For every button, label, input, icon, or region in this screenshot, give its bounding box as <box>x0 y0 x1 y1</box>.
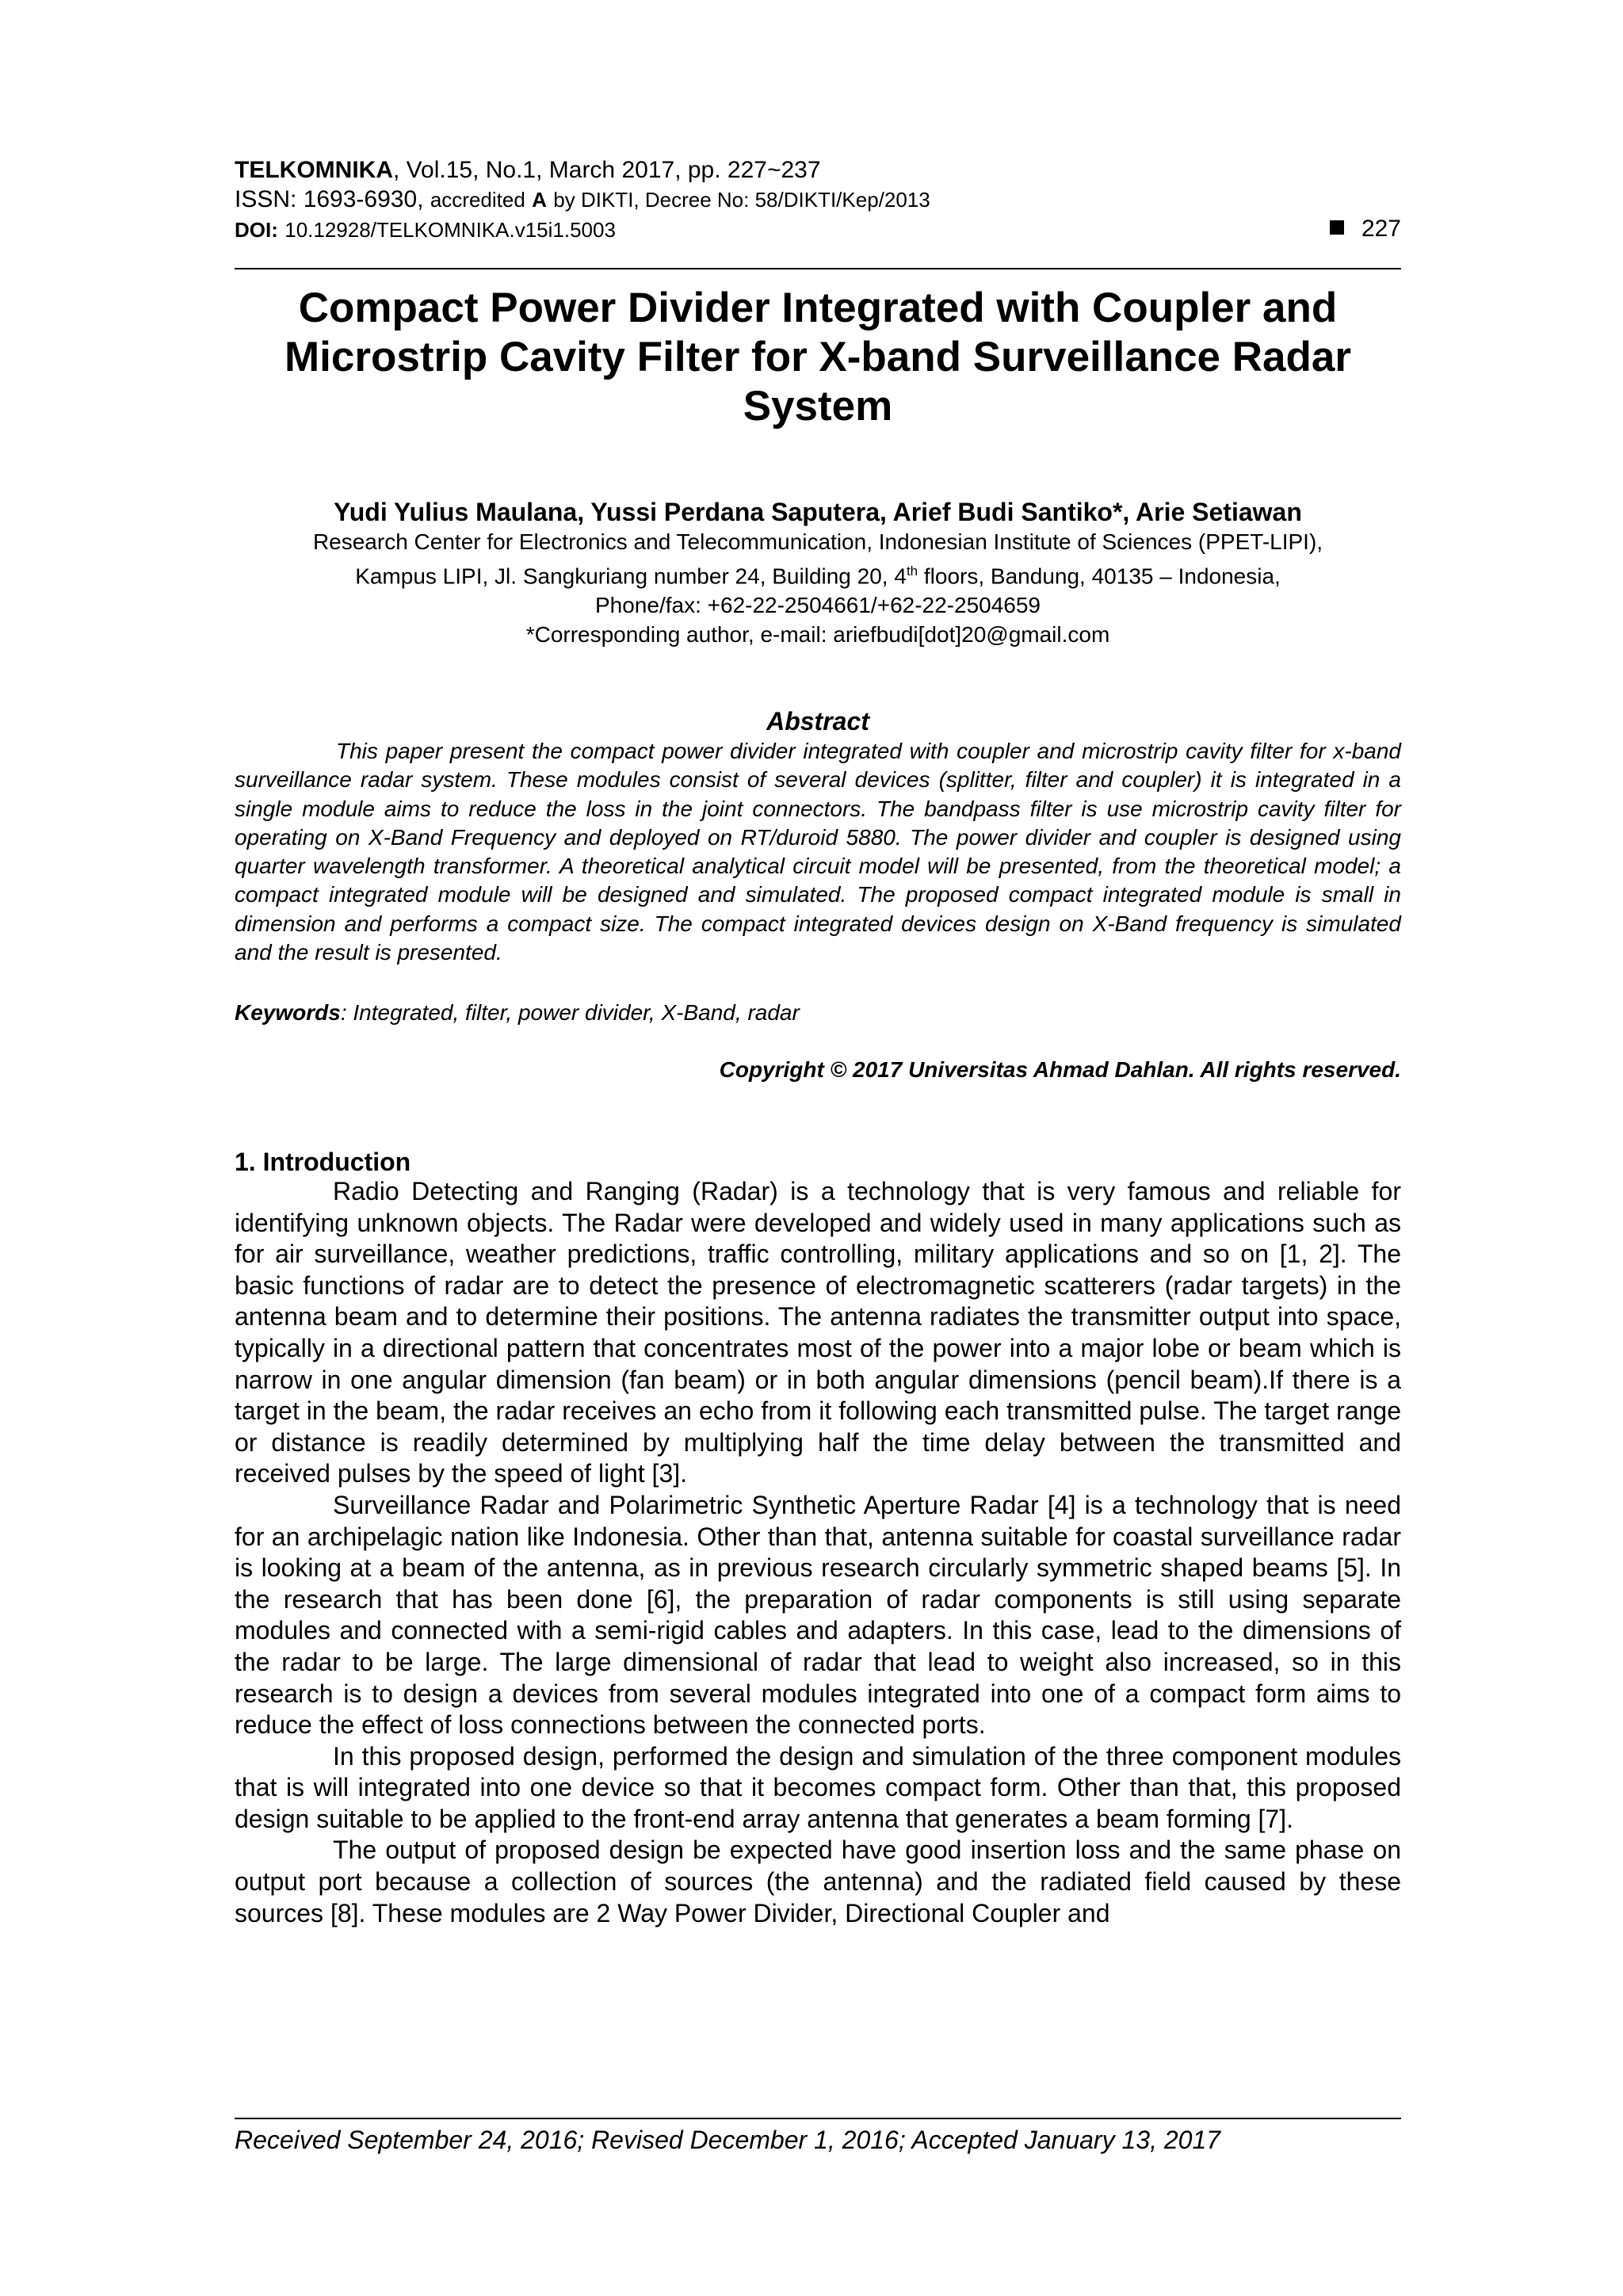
floor-suffix: th <box>906 563 918 579</box>
copyright-notice: Copyright © 2017 Universitas Ahmad Dahlan. All rights reserved. <box>719 1057 1401 1082</box>
issn: ISSN: 1693-6930, <box>235 186 424 212</box>
affiliation-line-1: Research Center for Electronics and Telecommunication, Indonesian Institute of Sciences (PPET-LIPI), <box>312 529 1323 554</box>
abstract-body: This paper present the compact power divider integrated with coupler and microstrip cavity filter for x-band surveillance radar system. These modules consist of several devices (splitter, filter and coupler) it is integrated in a single module aims to reduce the loss in the joint connectors. The bandpass filter is use microstrip cavity filter for operating on X-Band Frequency and deployed on RT/duroid 5880. The power divider and coupler is designed using quarter wavelength transformer. A theoretical analytical circuit model will be presented, from the theoretical model; a compact integrated module will be designed and simulated. The proposed compact integrated module is small in dimension and performs a compact size. The compact integrated devices design on X-Band frequency is simulated and the result is presented. <box>235 739 1401 965</box>
affiliation-address: Kampus LIPI, Jl. Sangkuriang number 24, Building 20, 4 <box>355 563 907 589</box>
journal-header <box>235 155 1401 245</box>
section-heading-introduction: 1. Introduction <box>235 1148 411 1176</box>
keywords <box>235 999 1401 1027</box>
paper-title <box>235 284 1401 431</box>
title-line-3: System <box>743 383 893 430</box>
intro-paragraph-2: Surveillance Radar and Polarimetric Synthetic Aperture Radar [4] is a technology that is need for an archipelagic nation like Indonesia. Other than that, antenna suitable for coastal surveillance radar is looking at a beam of the antenna, as in previous research circularly symmetric shaped beams [5]. In the research that has been done [6], the preparation of radar components is still using separate modules and connected with a semi-rigid cables and adapters. In this case, lead to the dimensions of the radar to be large. The large dimensional of radar that lead to weight also increased, so in this research is to design a devices from several modules integrated into one of a compact form aims to reduce the effect of loss connections between the connected ports. <box>235 1490 1401 1740</box>
keywords-value: : Integrated, filter, power divider, X-Band, radar <box>340 1000 800 1025</box>
page-number <box>1330 214 1401 243</box>
intro-paragraph-3: In this proposed design, performed the design and simulation of the three component modules that is will integrated into one device so that it becomes compact form. Other than that, this proposed design suitable to be applied to the front-end array antenna that generates a beam forming [7]. <box>235 1741 1401 1833</box>
accreditation-post: by DIKTI, Decree No: 58/DIKTI/Kep/2013 <box>553 188 930 212</box>
journal-citation: , Vol.15, No.1, March 2017, pp. 227~237 <box>392 157 821 183</box>
square-bullet-icon <box>1330 220 1344 235</box>
journal-citation-line <box>235 155 1401 185</box>
footer-divider <box>235 2118 1401 2119</box>
affiliation-line-2 <box>235 556 1401 590</box>
header-divider <box>235 268 1401 269</box>
intro-paragraph-4: The output of proposed design be expected have good insertion loss and the same phase on output port because a collection of sources (the antenna) and the radiated field caused by these sources [8]. These modules are 2 Way Power Divider, Directional Coupler and <box>235 1836 1401 1927</box>
affiliation <box>235 527 1401 649</box>
received-dates: Received September 24, 2016; Revised December 1, 2016; Accepted January 13, 2017 <box>235 2126 1221 2154</box>
doi-line <box>235 215 1401 245</box>
keywords-label: Keywords <box>235 1000 341 1025</box>
issn-line <box>235 185 1401 215</box>
author-list: Yudi Yulius Maulana, Yussi Perdana Saputera, Arief Budi Santiko*, Arie Setiawan <box>334 498 1302 526</box>
accreditation-pre: accredited <box>430 188 525 212</box>
accreditation-grade: A <box>532 188 547 212</box>
journal-name: TELKOMNIKA <box>235 157 393 183</box>
abstract-heading: Abstract <box>766 707 869 735</box>
affiliation-phone: Phone/fax: +62-22-2504661/+62-22-2504659 <box>594 593 1041 618</box>
affiliation-address-end: floors, Bandung, 40135 – Indonesia, <box>918 563 1281 589</box>
title-line-1: Compact Power Divider Integrated with Coupler and <box>298 285 1338 331</box>
corresponding-author: *Corresponding author, e-mail: ariefbudi[dot]20@gmail.com <box>525 622 1110 648</box>
intro-paragraph-1: Radio Detecting and Ranging (Radar) is a technology that is very famous and reliable for identifying unknown objects. The Radar were developed and widely used in many applications such as for air surveillance, weather predictions, traffic controlling, military applications and so on [1, 2]. The basic functions of radar are to detect the presence of electromagnetic scatterers (radar targets) in the antenna beam and to determine their positions. The antenna radiates the transmitter output into space, typically in a directional pattern that concentrates most of the power into a major lobe or beam which is narrow in one angular dimension (fan beam) or in both angular dimensions (pencil beam).If there is a target in the beam, the radar receives an echo from it following each transmitted pulse. The target range or distance is readily determined by multiplying half the time delay between the transmitted and received pulses by the speed of light [3]. <box>235 1177 1401 1488</box>
title-line-2: Microstrip Cavity Filter for X-band Surveillance Radar <box>285 334 1351 380</box>
page-number-value: 227 <box>1361 216 1401 242</box>
introduction-body <box>235 1176 1401 1929</box>
doi-label: DOI: <box>235 218 278 242</box>
doi-value: 10.12928/TELKOMNIKA.v15i1.5003 <box>285 218 616 242</box>
